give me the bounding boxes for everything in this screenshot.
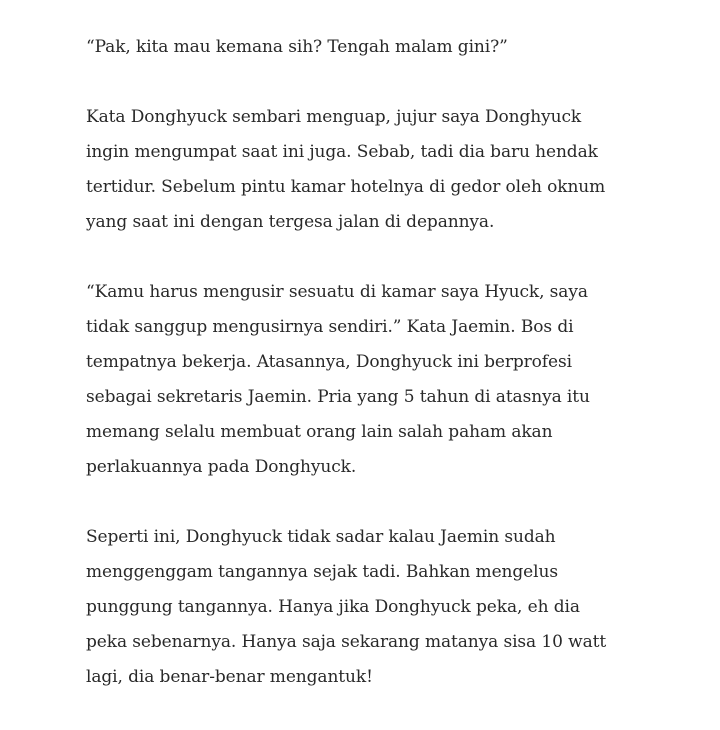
paragraph-1 <box>86 30 646 65</box>
article-body <box>86 30 646 730</box>
text-line: peka sebenarnya. Hanya saja sekarang matanya sisa 10 watt <box>86 632 607 652</box>
paragraph-2 <box>86 100 646 240</box>
text-line: perlakuannya pada Donghyuck. <box>86 457 357 477</box>
text-line: Seperti ini, Donghyuck tidak sadar kalau Jaemin sudah <box>86 527 556 547</box>
text-line: “Kamu harus mengusir sesuatu di kamar saya Hyuck, saya <box>86 282 588 302</box>
text-line: menggenggam tangannya sejak tadi. Bahkan mengelus <box>86 562 558 582</box>
text-line: memang selalu membuat orang lain salah paham akan <box>86 422 553 442</box>
text-line: lagi, dia benar-benar mengantuk! <box>86 667 373 687</box>
text-line: tempatnya bekerja. Atasannya, Donghyuck ini berprofesi <box>86 352 572 372</box>
text-line: yang saat ini dengan tergesa jalan di depannya. <box>86 212 495 232</box>
text-line: punggung tangannya. Hanya jika Donghyuck peka, eh dia <box>86 597 580 617</box>
paragraph-3 <box>86 275 646 485</box>
paragraph-4 <box>86 520 646 695</box>
text-line: ingin mengumpat saat ini juga. Sebab, tadi dia baru hendak <box>86 142 598 162</box>
text-line: “Pak, kita mau kemana sih? Tengah malam gini?” <box>86 37 508 57</box>
text-line: tidak sanggup mengusirnya sendiri.” Kata Jaemin. Bos di <box>86 317 574 337</box>
text-line: tertidur. Sebelum pintu kamar hotelnya di gedor oleh oknum <box>86 177 606 197</box>
text-line: sebagai sekretaris Jaemin. Pria yang 5 tahun di atasnya itu <box>86 387 590 407</box>
text-line: Kata Donghyuck sembari menguap, jujur saya Donghyuck <box>86 107 582 127</box>
